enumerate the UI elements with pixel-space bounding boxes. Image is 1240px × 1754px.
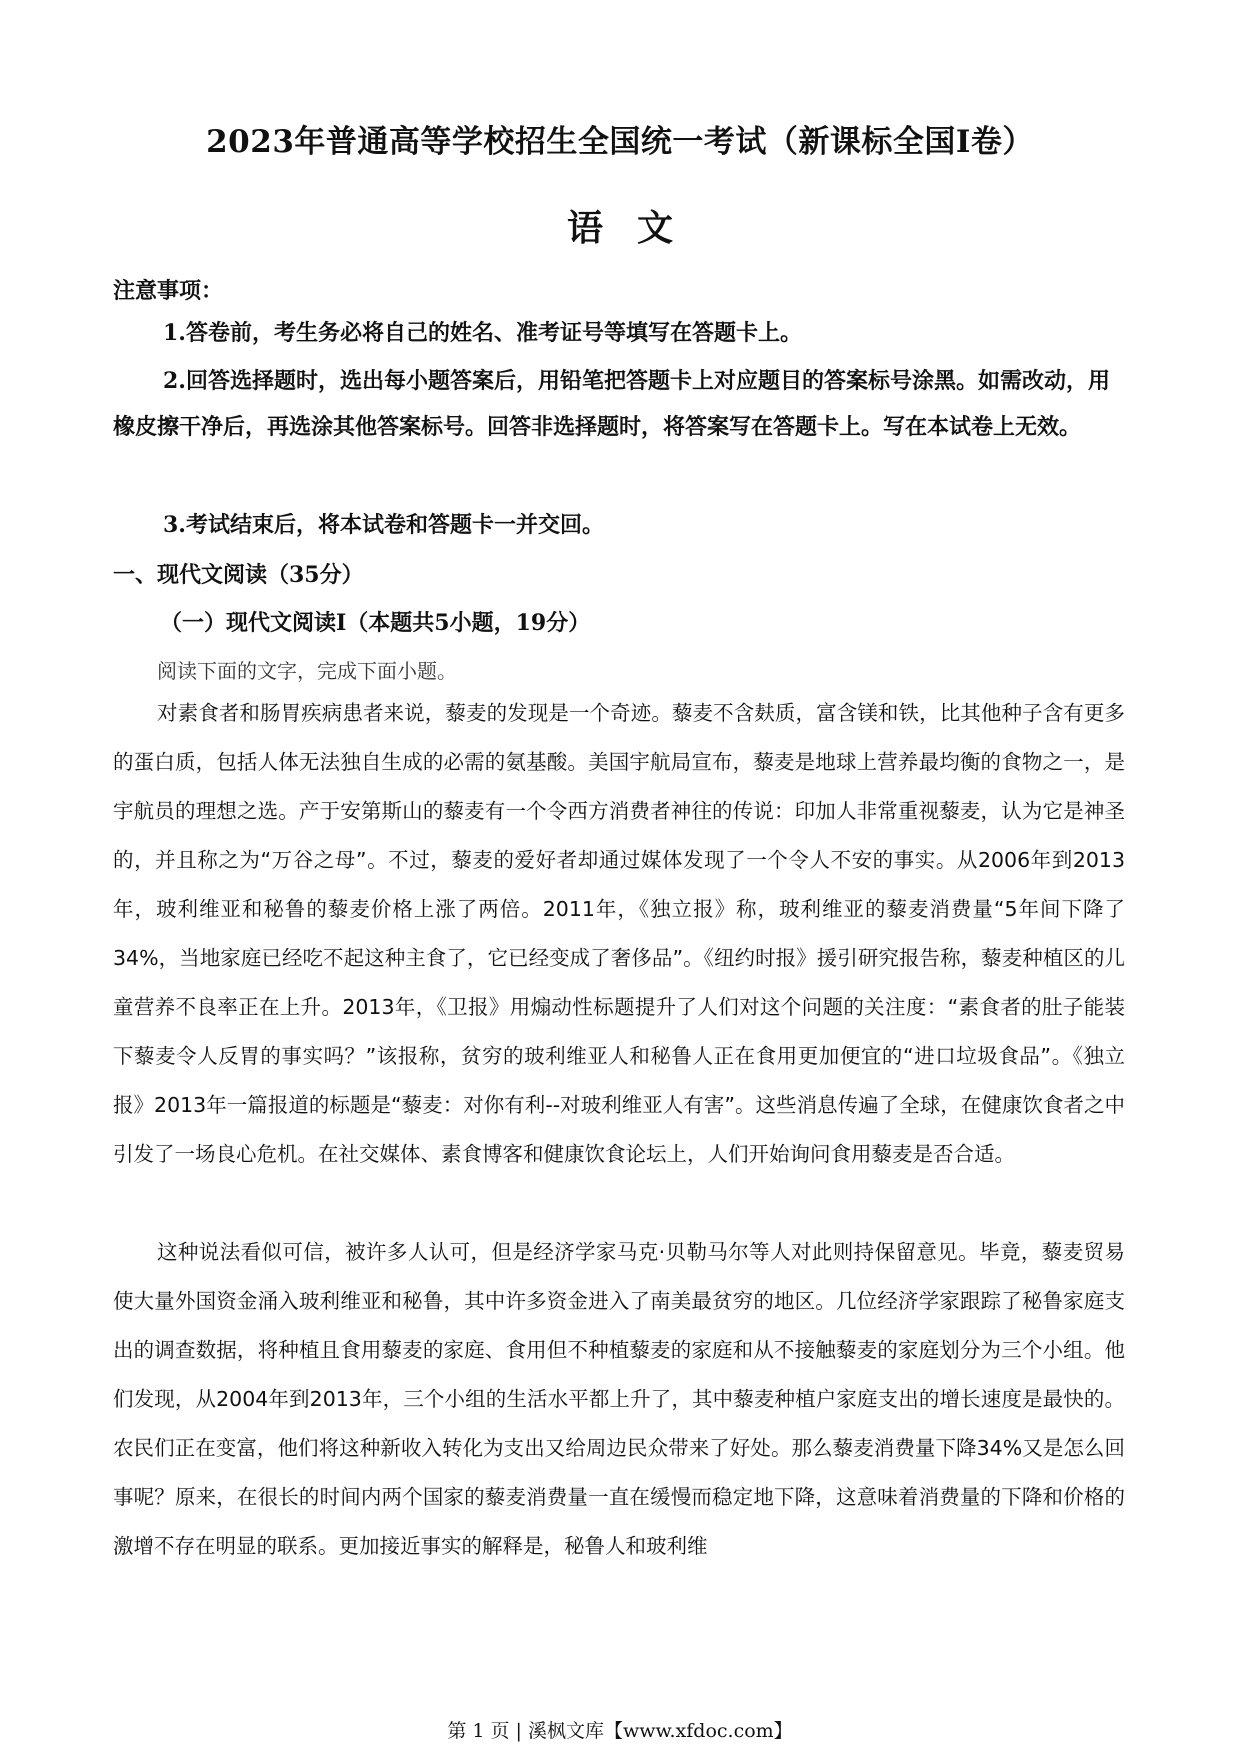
notice-item: 2.回答选择题时，选出每小题答案后，用铅笔把答题卡上对应题目的答案标号涂黑。如需改动，用橡皮擦干净后，再选涂其他答案标号。回答非选择题时，将答案写在答题卡上。写在本试卷上无效。 [113,368,1110,440]
passage-paragraph: 对素食者和肠胃疾病患者来说，藜麦的发现是一个奇迹。藜麦不含麸质，富含镁和铁，比其他种子含有更多的蛋白质，包括人体无法独自生成的必需的氨基酸。美国宇航局宣布，藜麦是地球上营养最均衡的食物之一，是宇航员的理想之选。产于安第斯山的藜麦有一个令西方消费者神往的传说：印加人非常重视藜麦，认为它是神圣的，并且称之为“万谷之母”。不过，藜麦的爱好者却通过媒体发现了一个令人不安的事实。从2006年到2013年，玻利维亚和秘鲁的藜麦价格上涨了两倍。2011年，《独立报》称，玻利维亚的藜麦消费量“5年间下降了34%，当地家庭已经吃不起这种主食了，它已经变成了奢侈品”。《纽约时报》援引研究报告称，藜麦种植区的儿童营养不良率正在上升。2013年，《卫报》用煽动性标题提升了人们对这个问题的关注度：“素食者的肚子能装下藜麦令人反胃的事实吗？”该报称，贫穷的玻利维亚人和秘鲁人正在食用更加便宜的“进口垃圾食品”。《独立报》2013年一篇报道的标题是“藜麦：对你有利--对玻利维亚人有害”。这些消息传遍了全球，在健康饮食者之中引发了一场良心危机。在社交媒体、素食博客和健康饮食论坛上，人们开始询问食用藜麦是否合适。 [113,701,1125,1166]
reading-instruction: 阅读下面的文字，完成下面小题。 [157,659,457,683]
subsection-title: （一）现代文阅读Ⅰ（本题共5小题，19分） [160,610,591,636]
page-footer: 第 1 页 | 溪枫文库【www.xfdoc.com】 [447,1720,793,1742]
notice-item: 1.答卷前，考生务必将自己的姓名、准考证号等填写在答题卡上。 [163,320,802,346]
notice-item: 3.考试结束后，将本试卷和答题卡一并交回。 [163,512,604,538]
exam-title: 2023年普通高等学校招生全国统一考试（新课标全国Ⅰ卷） [206,124,1034,160]
subject-title: 语文 [566,207,707,249]
passage-paragraph: 这种说法看似可信，被许多人认可，但是经济学家马克·贝勒马尔等人对此则持保留意见。毕竟，藜麦贸易使大量外国资金涌入玻利维亚和秘鲁，其中许多资金进入了南美最贫穷的地区。几位经济学家跟踪了秘鲁家庭支出的调查数据，将种植且食用藜麦的家庭、食用但不种植藜麦的家庭和从不接触藜麦的家庭划分为三个小组。他们发现，从2004年到2013年，三个小组的生活水平都上升了，其中藜麦种植户家庭支出的增长速度是最快的。农民们正在变富，他们将这种新收入转化为支出又给周边民众带来了好处。那么藜麦消费量下降34%又是怎么回事呢？原来，在很长的时间内两个国家的藜麦消费量一直在缓慢而稳定地下降，这意味着消费量的下降和价格的激增不存在明显的联系。更加接近事实的解释是，秘鲁人和玻利维 [113,1240,1125,1558]
section-title: 一、现代文阅读（35分） [113,562,364,588]
notice-heading: 注意事项： [113,278,224,304]
